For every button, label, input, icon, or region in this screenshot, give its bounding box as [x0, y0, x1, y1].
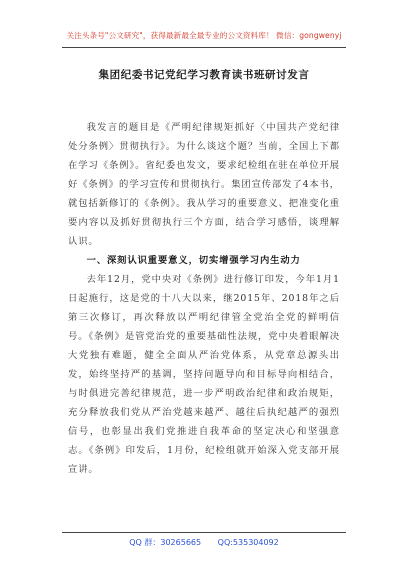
- header-divider: [62, 47, 346, 48]
- document-body: [68, 118, 340, 479]
- body-paragraph: 去年12月，党中央对《条例》进行修订印发，今年1月1日起施行，这是党的十八大以来，继2015年、2018年之后第三次修订，再次释放以严明纪律管全党治全党的鲜明信号。《条例》是管党治党的重要基础性法规，党中央着眼解决大党独有难题，健全全面从严治党体系，从党章总源头出发，始终坚持严的基调，坚持问题导向和目标导向相结合，与时俱进完善纪律规范，进一步严明政治纪律和政治规矩，充分释放我们党从严治党越来越严、越往后执纪越严的强烈信号，也彰显出我们党推进自我革命的坚定决心和坚强意志。《条例》印发后，1月份，纪检组就开始深入党支部开展宣讲。: [68, 274, 340, 475]
- header-banner: 关注头条号"公文研究"，获得最新最全最专业的公文资料库！ 微信：gongwenyj: [66, 31, 342, 40]
- footer-qq-group: QQ 群：30265665: [129, 538, 202, 547]
- footer-qq-number: QQ:535304092: [217, 538, 279, 547]
- footer-divider: [62, 532, 346, 533]
- footer-contact: [0, 537, 408, 548]
- intro-paragraph: 我发言的题目是《严明纪律规矩抓好〈中国共产党纪律处分条例〉贯彻执行》。为什么谈这个题？当前，全国上下都在学习《条例》。省纪委也发文，要求纪检组在驻在单位开展好《条例》的学习宣传和贯彻执行。集团宣传部发了4本书，就包括新修订的《条例》。我从学习的重要意义、把准变化重要内容以及抓好贯彻执行三个方面，结合学习感悟，谈理解认识。: [68, 122, 340, 247]
- section-heading: 一、深刻认识重要意义，切实增强学习内生动力: [86, 255, 301, 266]
- document-title: 集团纪委书记党纪学习教育读书班研讨发言: [98, 69, 310, 81]
